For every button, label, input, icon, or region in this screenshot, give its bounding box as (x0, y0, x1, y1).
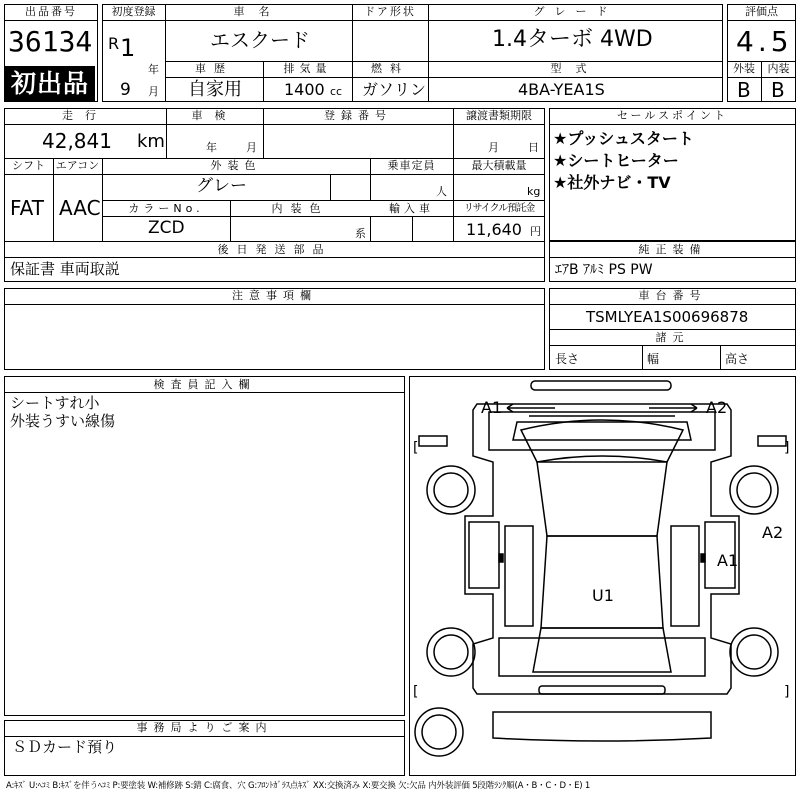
mileage: 42,841 (42, 129, 112, 153)
inspector-label: 検査員記入欄 (153, 378, 256, 391)
bracket-left: [ (413, 684, 419, 700)
exterior-grade: B (737, 78, 751, 102)
inspector-line: シートすれ小 (10, 394, 100, 412)
model-label: 型式 (550, 62, 601, 75)
dims-label: 諸元 (655, 331, 690, 344)
transfer-month-unit: 月 (488, 141, 499, 154)
displacement-label: 排気量 (283, 62, 332, 75)
office-label: 事務局よりご案内 (136, 721, 273, 734)
year-unit: 年 (148, 63, 159, 76)
shift: FAT (10, 196, 45, 220)
docs-label: 後日発送部品 (217, 243, 332, 256)
ac-label: エアコン (55, 159, 100, 172)
chassis-label: 車台番号 (638, 289, 707, 302)
model-code: 4BA-YEA1S (518, 80, 605, 99)
docs: 保証書 車両取説 (10, 260, 120, 278)
interior-label: 内装 (767, 62, 790, 75)
sales-point-item: ★プッシュスタート (553, 129, 694, 148)
sales-point-item: ★社外ナビ・TV (553, 173, 671, 192)
first-listing-badge: 初出品 (5, 66, 95, 102)
damage-mark-a2-front-right: A2 (706, 398, 728, 417)
capacity-unit: 人 (436, 185, 447, 198)
interior-color-unit: 系 (355, 227, 366, 240)
month-unit: 月 (148, 85, 159, 98)
reg-year: 1 (120, 34, 136, 62)
damage-legend: A:ｷｽﾞ U:ﾍｺﾐ B:ｷｽﾞを伴うﾍｺﾐ P:要塗装 W:補修跡 S:錆 C:腐食、穴 G:ﾌﾛﾝﾄｶﾞﾗｽ点ｷｽﾞ XX:交換済み X:要交換 欠:欠品 内外装評価 5段階ﾗﾝｸ順(A・B・C・D・E) 1 (6, 781, 591, 791)
sales-points-label: セールスポイント (616, 109, 728, 122)
shift-label: シフト (12, 159, 45, 172)
reg-label: 初度登録 (111, 5, 156, 18)
inspection-year-unit: 年 (206, 141, 217, 154)
damage-mark-u1-roof: U1 (592, 586, 614, 605)
grade: 1.4ターボ 4WD (492, 27, 653, 52)
height-label: 高さ (725, 352, 750, 366)
damage-mark-a2-right: A2 (762, 523, 784, 542)
recycle-label: リサイクル預託金 (463, 203, 535, 214)
fuel: ガソリン (362, 80, 427, 99)
width-label: 幅 (647, 352, 660, 366)
interior-color-label: 内装色 (271, 202, 329, 215)
import-label: 輸入車 (389, 202, 434, 215)
mileage-label: 走行 (62, 109, 108, 122)
equipment-label: 純正装備 (638, 243, 707, 256)
displacement: 1400 (284, 80, 325, 99)
ac: AAC (59, 196, 101, 220)
color-label: 外装色 (210, 159, 262, 172)
reg-era: R (108, 34, 120, 53)
mileage-unit: km (137, 131, 165, 152)
chassis-number: TSMLYEA1S00696878 (586, 308, 749, 326)
load-label: 最大積載量 (471, 159, 527, 172)
equipment-value: ｴｱB ｱﾙﾐ PS PW (555, 262, 653, 278)
lot-label: 出品番号 (25, 5, 77, 18)
exterior-label: 外装 (733, 62, 755, 75)
fuel-label: 燃料 (371, 62, 409, 75)
bracket-right: ] (784, 684, 790, 700)
color-no: ZCD (148, 218, 185, 238)
load-unit: kg (527, 185, 541, 198)
score: 4.5 (736, 25, 793, 58)
recycle-unit: 円 (530, 225, 541, 238)
grade-label: グレード (533, 5, 618, 18)
cc-unit: cc (330, 85, 343, 98)
plate-label: 登録番号 (324, 109, 392, 122)
transfer-day-unit: 日 (528, 141, 539, 154)
office-value: ＳＤカード預り (12, 738, 118, 756)
color: グレー (196, 176, 247, 196)
history-label: 車歴 (195, 62, 233, 75)
damage-mark-a1-front-left: A1 (481, 398, 503, 417)
inspector-line: 外装うすい線傷 (10, 412, 116, 430)
capacity-label: 乗車定員 (387, 159, 436, 172)
transfer-label: 譲渡書類期限 (466, 109, 532, 122)
inspection-label: 車検 (191, 109, 238, 122)
notes-label: 注意事項欄 (232, 289, 317, 302)
bracket-left: [ (413, 440, 419, 456)
reg-month: 9 (120, 80, 131, 100)
door-label: ドア形状 (364, 5, 416, 18)
history: 自家用 (188, 79, 242, 100)
damage-mark-a1-right-door: A1 (717, 551, 739, 570)
score-label: 評価点 (745, 5, 778, 18)
color-no-label: カラーNo. (128, 202, 204, 215)
inspection-month-unit: 月 (246, 141, 257, 154)
lot-number: 36134 (8, 25, 93, 58)
recycle: 11,640 (466, 220, 522, 239)
bracket-right: ] (784, 440, 790, 456)
length-label: 長さ (555, 352, 580, 366)
car-name-label: 車名 (233, 5, 284, 18)
interior-grade: B (771, 78, 785, 102)
car-diagram (409, 376, 796, 776)
car-name: エスクード (210, 28, 310, 52)
sales-point-item: ★シートヒーター (553, 151, 679, 170)
